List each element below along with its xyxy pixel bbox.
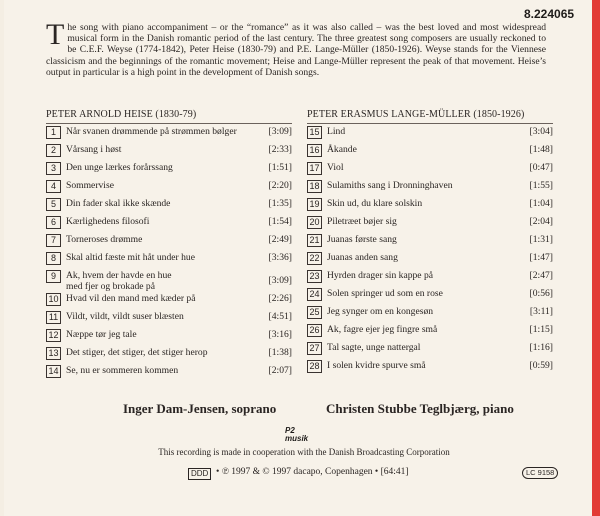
track-number: 15: [307, 126, 322, 139]
track-duration: [1:54]: [268, 216, 292, 227]
track-title: I solen kvidre spurve små: [327, 360, 426, 371]
track-number: 14: [46, 365, 61, 378]
divider: [307, 123, 553, 124]
tracklist-heise: [46, 123, 292, 382]
track-number: 6: [46, 216, 61, 229]
track-number: 12: [46, 329, 61, 342]
track-row: [307, 161, 553, 179]
track-duration: [0:59]: [529, 360, 553, 371]
track-duration: [3:36]: [268, 252, 292, 263]
track-number: 13: [46, 347, 61, 360]
track-duration: [3:04]: [529, 126, 553, 137]
track-title: Jeg synger om en kongesøn: [327, 306, 434, 317]
track-row: [46, 328, 292, 346]
track-duration: [1:51]: [268, 162, 292, 173]
track-number: 17: [307, 162, 322, 175]
track-title: Juanas anden sang: [327, 252, 398, 263]
track-row: [307, 341, 553, 359]
divider: [46, 123, 292, 124]
track-row: [46, 215, 292, 233]
track-number: 2: [46, 144, 61, 157]
track-title: Skal altid fæste mit håt under hue: [66, 252, 195, 263]
track-title: Viol: [327, 162, 344, 173]
track-number: 11: [46, 311, 61, 324]
track-number: 3: [46, 162, 61, 175]
track-number: 21: [307, 234, 322, 247]
track-title: Sulamiths sang i Dronninghaven: [327, 180, 453, 191]
back-cover: [4, 0, 592, 516]
track-row: [46, 310, 292, 328]
track-title: Piletræet bøjer sig: [327, 216, 397, 227]
track-number: 25: [307, 306, 322, 319]
track-duration: [2:04]: [529, 216, 553, 227]
track-row: [46, 197, 292, 215]
track-duration: [3:09]: [268, 126, 292, 137]
track-duration: [1:16]: [529, 342, 553, 353]
track-duration: [0:56]: [529, 288, 553, 299]
track-duration: [1:35]: [268, 198, 292, 209]
track-title: Lind: [327, 126, 346, 137]
composer-heading-lange-muller: PETER ERASMUS LANGE-MÜLLER (1850-1926): [307, 109, 525, 120]
track-row: [307, 359, 553, 377]
track-duration: [3:16]: [268, 329, 292, 340]
track-duration: [1:15]: [529, 324, 553, 335]
track-duration: [1:04]: [529, 198, 553, 209]
track-number: 22: [307, 252, 322, 265]
track-number: 26: [307, 324, 322, 337]
track-number: 23: [307, 270, 322, 283]
track-row: [307, 125, 553, 143]
track-number: 16: [307, 144, 322, 157]
performer-soprano: Inger Dam-Jensen, soprano: [123, 401, 277, 416]
track-number: 7: [46, 234, 61, 247]
track-title: Vildt, vildt, vildt suser blæsten: [66, 311, 184, 322]
track-row: [307, 143, 553, 161]
catalog-number: 8.224065: [524, 7, 575, 21]
track-number: 28: [307, 360, 322, 373]
track-duration: [2:26]: [268, 293, 292, 304]
track-number: 5: [46, 198, 61, 211]
track-title: Hyrden drager sin kappe på: [327, 270, 434, 281]
track-row: [46, 179, 292, 197]
track-row: [46, 161, 292, 179]
track-number: 24: [307, 288, 322, 301]
track-title: Tal sagte, unge nattergal: [327, 342, 421, 353]
intro-text: The song with piano accompaniment – or the “romance” as it was also called – was the best loved and most widespread musical form in the Danish romantic period of the last century. The three greatest song composers are usually reckoned to be C.E.F. Weyse (1774-1842), Peter Heise (1830-79) and P.E. Lange-Müller (1850-1926). Weyse stands for the Viennese classicism and the beginnings of the romantic movement; Heise and Lange-Müller represent the peak of that movement. Heise’s output in particular is a high point in the development of Danish songs.: [46, 18, 546, 78]
track-row: [307, 233, 553, 251]
label-code: LC 9158: [522, 467, 558, 479]
track-duration: [2:47]: [529, 270, 553, 281]
track-title: Ak, hvem der havde en hue med fjer og brokade på: [66, 270, 172, 292]
track-title: Ak, fagre ejer jeg fingre små: [327, 324, 438, 335]
track-row: [307, 215, 553, 233]
track-row: [307, 197, 553, 215]
track-title: Sommervise: [66, 180, 114, 191]
track-title: Se, nu er sommeren kommen: [66, 365, 179, 376]
track-title: Torneroses drømme: [66, 234, 143, 245]
performer-piano: Christen Stubbe Teglbjærg, piano: [326, 401, 514, 416]
track-duration: [4:51]: [268, 311, 292, 322]
cooperation-note: This recording is made in cooperation with the Danish Broadcasting Corporation: [158, 447, 450, 457]
track-title: Den unge lærkes forårssang: [66, 162, 173, 173]
track-title: Solen springer ud som en rose: [327, 288, 443, 299]
track-duration: [2:20]: [268, 180, 292, 191]
track-duration: [0:47]: [529, 162, 553, 173]
track-title: Når svanen drømmende på strømmen bølger: [66, 126, 237, 137]
track-number: 9: [46, 270, 61, 283]
p2-musik-logo: P2 musik: [285, 426, 309, 443]
track-row: [307, 251, 553, 269]
track-title: Skin ud, du klare solskin: [327, 198, 423, 209]
track-number: 18: [307, 180, 322, 193]
track-duration: [1:31]: [529, 234, 553, 245]
track-duration: [1:47]: [529, 252, 553, 263]
track-duration: [2:33]: [268, 144, 292, 155]
track-duration: [3:09]: [268, 275, 292, 286]
composer-heading-heise: PETER ARNOLD HEISE (1830-79): [46, 109, 197, 120]
track-title: Din fader skal ikke skænde: [66, 198, 171, 209]
copyright-line: • ℗ 1997 & © 1997 dacapo, Copenhagen • [64:41]: [216, 467, 409, 477]
track-row: [307, 323, 553, 341]
track-title: Vårsang i høst: [66, 144, 122, 155]
track-row: [46, 364, 292, 382]
track-number: 19: [307, 198, 322, 211]
track-row: [307, 179, 553, 197]
track-row: [307, 305, 553, 323]
track-duration: [2:07]: [268, 365, 292, 376]
track-title: Det stiger, det stiger, det stiger herop: [66, 347, 208, 358]
track-number: 4: [46, 180, 61, 193]
track-number: 27: [307, 342, 322, 355]
track-row: [307, 287, 553, 305]
track-title: Åkande: [327, 144, 357, 155]
track-row: [46, 292, 292, 310]
track-title: Kærlighedens filosofi: [66, 216, 150, 227]
track-duration: [2:49]: [268, 234, 292, 245]
track-title: Hvad vil den mand med kæder på: [66, 293, 196, 304]
track-duration: [3:11]: [529, 306, 553, 317]
track-title: Juanas første sang: [327, 234, 397, 245]
red-spine-edge: [592, 0, 600, 516]
track-row: [46, 251, 292, 269]
track-duration: [1:55]: [529, 180, 553, 191]
track-row: [46, 269, 292, 292]
track-number: 1: [46, 126, 61, 139]
track-row: [46, 346, 292, 364]
track-row: [307, 269, 553, 287]
tracklist-lange-muller: [307, 123, 553, 377]
track-duration: [1:48]: [529, 144, 553, 155]
track-row: [46, 233, 292, 251]
track-title: Næppe tør jeg tale: [66, 329, 137, 340]
track-row: [46, 125, 292, 143]
track-row: [46, 143, 292, 161]
track-duration: [1:38]: [268, 347, 292, 358]
track-number: 10: [46, 293, 61, 306]
track-number: 8: [46, 252, 61, 265]
track-number: 20: [307, 216, 322, 229]
ddd-badge: DDD: [188, 468, 211, 480]
